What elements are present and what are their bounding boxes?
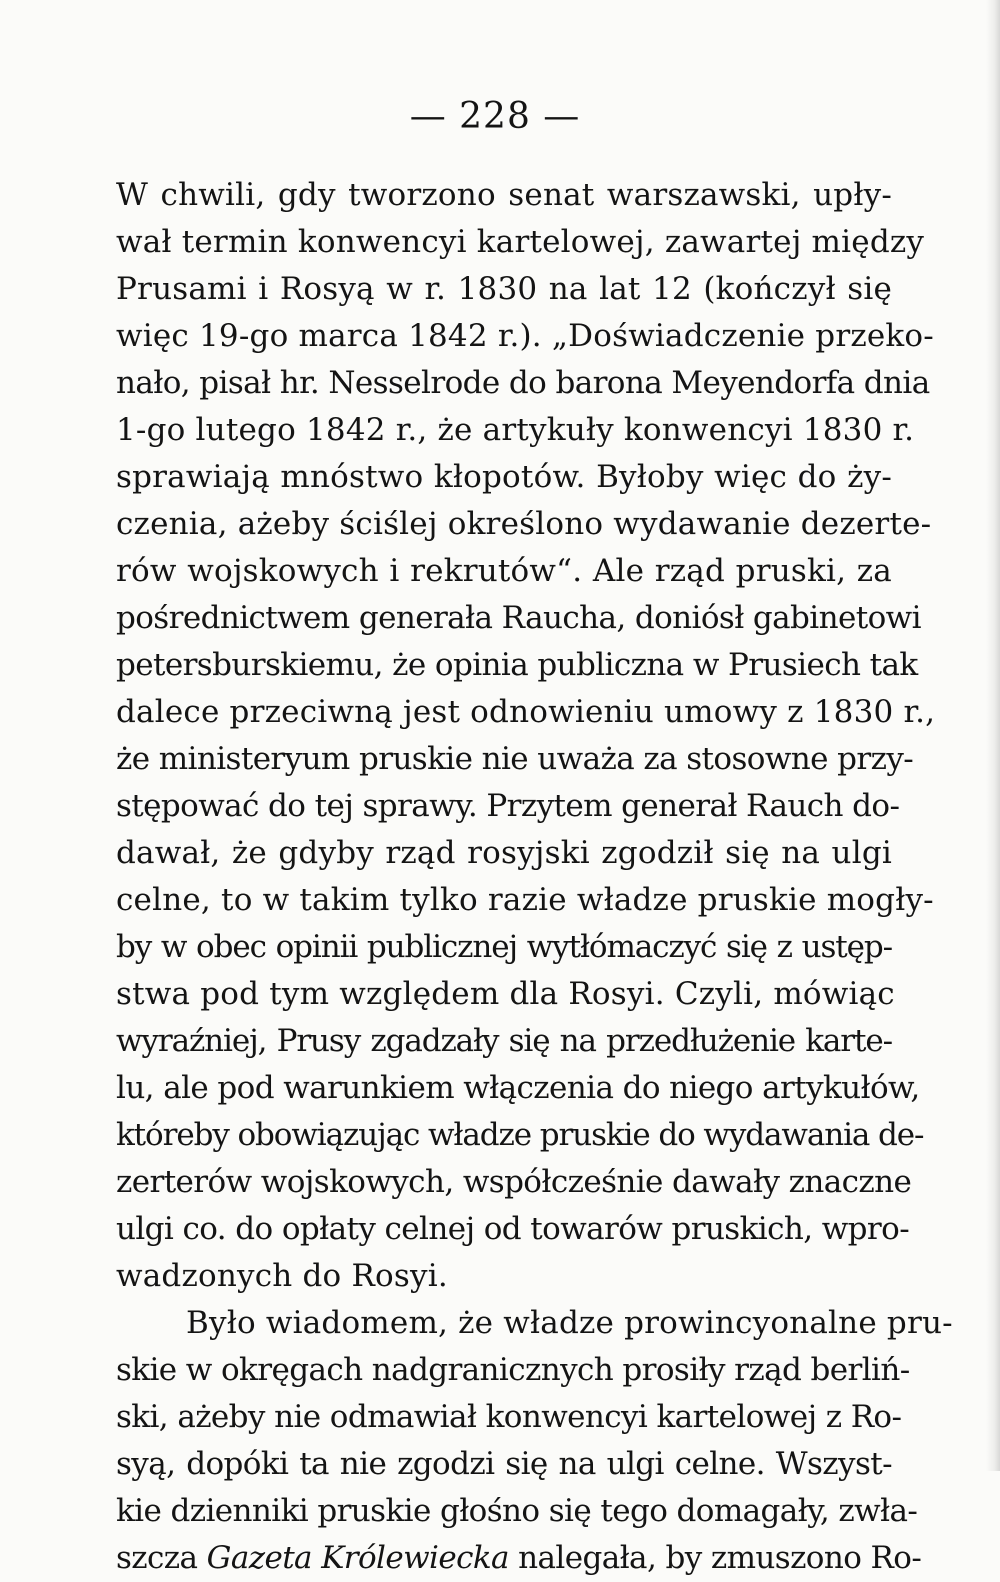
text-line: 1-go lutego 1842 r., że artykuły konwencyi 1830 r. xyxy=(116,412,915,448)
text-line: któreby obowiązując władze pruskie do wydawania de- xyxy=(116,1117,924,1153)
page-edge-shadow xyxy=(986,0,1000,1471)
text-line: stępować do tej sprawy. Przytem generał Rauch do- xyxy=(116,788,900,824)
text-line: dalece przeciwną jest odnowieniu umowy z 1830 r., xyxy=(116,694,936,730)
text-line: zerterów wojskowych, współcześnie dawały znaczne xyxy=(116,1164,912,1200)
text-line: nało, pisał hr. Nesselrode do barona Meyendorfa dnia xyxy=(116,365,930,401)
text-line: że ministeryum pruskie nie uważa za stosowne przy- xyxy=(116,741,914,777)
text-line: więc 19-go marca 1842 r.). „Doświadczenie przeko- xyxy=(116,318,934,354)
text-line: wał termin konwencyi kartelowej, zawartej między xyxy=(116,224,925,260)
text-line: celne, to w takim tylko razie władze pruskie mogły- xyxy=(116,882,934,918)
text-line: wadzonych do Rosyi. xyxy=(116,1258,448,1294)
text-line: ulgi co. do opłaty celnej od towarów pruskich, wpro- xyxy=(116,1211,910,1247)
text-line: stwa pod tym względem dla Rosyi. Czyli, mówiąc xyxy=(116,976,895,1012)
text-line-with-italic xyxy=(116,1535,922,1582)
text-line: Prusami i Rosyą w r. 1830 na lat 12 (kończył się xyxy=(116,271,892,307)
text-line: W chwili, gdy tworzono senat warszawski, upły- xyxy=(116,177,892,213)
text-line: rów wojskowych i rekrutów“. Ale rząd pruski, za xyxy=(116,553,892,589)
italic-title: Gazeta Królewiecka xyxy=(206,1540,509,1576)
text-line: wyraźniej, Prusy zgadzały się na przedłużenie karte- xyxy=(116,1023,892,1059)
text-line: dawał, że gdyby rząd rosyjski zgodził się na ulgi xyxy=(116,835,892,871)
text-line: Było wiadomem, że władze prowincyonalne pru- xyxy=(186,1305,953,1341)
text-line: lu, ale pod warunkiem włączenia do niego artykułów, xyxy=(116,1070,920,1106)
paragraph-1 xyxy=(116,172,936,1300)
text-line: ski, ażeby nie odmawiał konwencyi kartelowej z Ro- xyxy=(116,1399,902,1435)
text-line: czenia, ażeby ściślej określono wydawanie dezerte- xyxy=(116,506,932,542)
text-line: pośrednictwem generała Raucha, doniósł gabinetowi xyxy=(116,600,921,636)
text-line: petersburskiemu, że opinia publiczna w Prusiech tak xyxy=(116,647,918,683)
text-line: sprawiają mnóstwo kłopotów. Byłoby więc do ży- xyxy=(116,459,892,495)
body-text xyxy=(116,172,953,1582)
text-line: syą, dopóki ta nie zgodzi się na ulgi celne. Wszyst- xyxy=(116,1446,892,1482)
paragraph-2 xyxy=(116,1300,953,1582)
page-number: — 228 — xyxy=(409,96,581,137)
text-line: by w obec opinii publicznej wytłómaczyć się z ustęp- xyxy=(116,929,892,965)
text-span: nalegała, by zmuszono Ro- xyxy=(508,1540,922,1576)
text-line: skie w okręgach nadgranicznych prosiły rząd berliń- xyxy=(116,1352,910,1388)
text-span: szcza xyxy=(116,1540,207,1576)
text-line: kie dzienniki pruskie głośno się tego domagały, zwła- xyxy=(116,1493,918,1529)
